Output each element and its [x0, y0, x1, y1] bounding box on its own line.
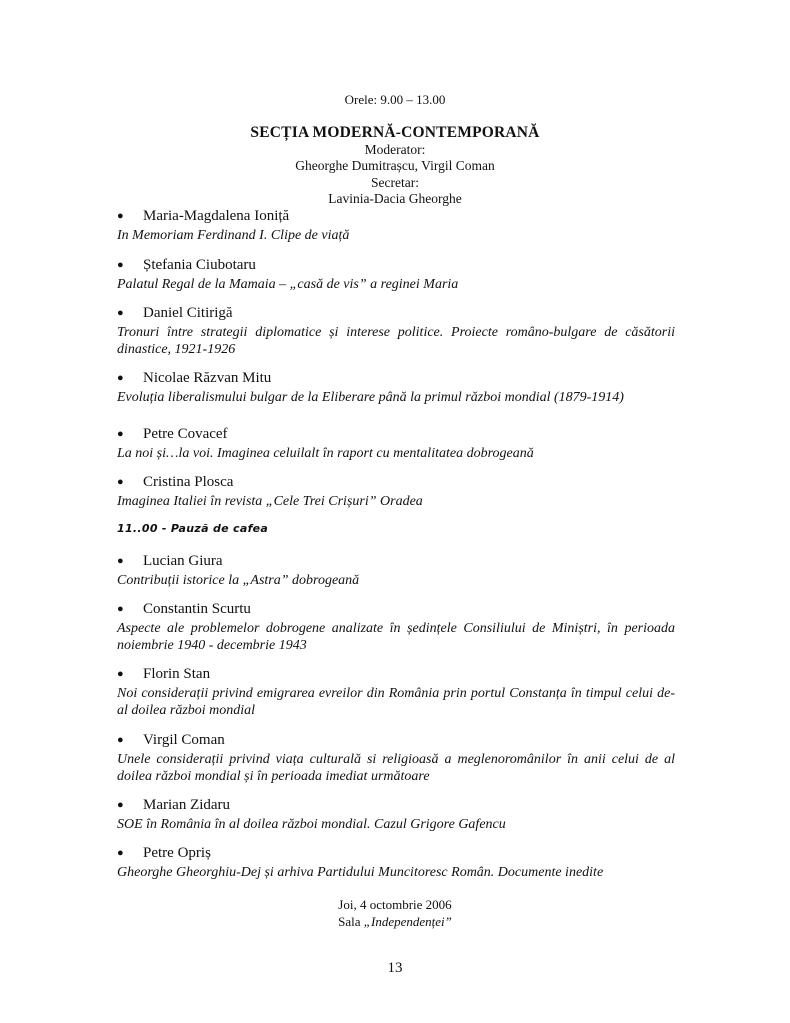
- hall-label: Sala: [338, 914, 361, 929]
- author-name: Lucian Giura: [143, 553, 223, 569]
- paper-title: Gheorghe Gheorghiu-Dej și arhiva Partidului Muncitoresc Român. Documente inedite: [117, 865, 604, 880]
- author-name: Maria-Magdalena Ioniță: [143, 208, 290, 224]
- bullet-icon: ●: [117, 428, 124, 440]
- paper-title: Palatul Regal de la Mamaia – „casă de vis” a reginei Maria: [117, 277, 459, 292]
- section-title: SECȚIA MODERNĂ-CONTEMPORANĂ: [250, 124, 540, 141]
- paper-title: Unele considerații privind viața culturală si religioasă a meglenoromânilor în anii celui de al doilea război mondial și în perioada imediat următoare: [117, 752, 675, 784]
- bullet-icon: ●: [117, 734, 124, 746]
- footer-hall: [0, 913, 790, 930]
- paper-title: Evoluția liberalismului bulgar de la Eliberare până la primul război mondial (1879-1914): [117, 390, 624, 405]
- bullet-icon: ●: [117, 210, 124, 222]
- secretary: Lavinia-Dacia Gheorghe: [328, 191, 462, 206]
- author-name: Florin Stan: [143, 666, 211, 682]
- author-name: Marian Zidaru: [143, 797, 231, 813]
- author-name: Daniel Citirigă: [143, 305, 233, 321]
- hall-name: „Independenței”: [363, 914, 452, 929]
- footer-date: Joi, 4 octombrie 2006: [338, 897, 452, 912]
- secretary-label: Secretar:: [371, 175, 419, 190]
- paper-title: La noi și…la voi. Imaginea celuilalt în raport cu mentalitatea dobrogeană: [117, 446, 534, 461]
- paper-title: SOE în România în al doilea război mondial. Cazul Grigore Gafencu: [117, 817, 506, 832]
- bullet-icon: ●: [117, 476, 124, 488]
- bullet-icon: ●: [117, 307, 124, 319]
- bullet-icon: ●: [117, 555, 124, 567]
- bullet-icon: ●: [117, 847, 124, 859]
- list-item: [117, 369, 675, 406]
- list-item: [117, 844, 675, 881]
- paper-title: Tronuri între strategii diplomatice și interese politice. Proiecte româno-bulgare de căsătorii dinastice, 1921-1926: [117, 325, 675, 357]
- list-item: [117, 304, 675, 358]
- paper-title: Noi considerații privind emigrarea evreilor din România prin portul Constanța în timpul celui de-al doilea război mondial: [117, 686, 675, 718]
- author-name: Petre Covacef: [143, 426, 228, 442]
- paper-title: Aspecte ale problemelor dobrogene analizate în ședințele Consiliului de Miniștri, în perioada noiembrie 1940 - decembrie 1943: [117, 621, 675, 653]
- moderators: Gheorghe Dumitrașcu, Virgil Coman: [295, 158, 495, 173]
- list-item: [117, 473, 675, 510]
- paper-title: Imaginea Italiei în revista „Cele Trei Crișuri” Oradea: [117, 494, 423, 509]
- moderator-label: Moderator:: [364, 142, 426, 157]
- list-item: [117, 731, 675, 785]
- bullet-icon: ●: [117, 799, 124, 811]
- list-item: [117, 796, 675, 833]
- list-item: [117, 256, 675, 293]
- coffee-break: 11..00 - Pauză de cafea: [117, 522, 269, 535]
- bullet-icon: ●: [117, 668, 124, 680]
- author-name: Virgil Coman: [143, 732, 225, 748]
- list-item: [117, 425, 675, 462]
- author-name: Ștefania Ciubotaru: [143, 257, 256, 273]
- bullet-icon: ●: [117, 603, 124, 615]
- author-name: Constantin Scurtu: [143, 601, 251, 617]
- paper-title: In Memoriam Ferdinand I. Clipe de viață: [117, 228, 350, 243]
- author-name: Nicolae Răzvan Mitu: [143, 370, 272, 386]
- list-item: [117, 552, 675, 589]
- bullet-icon: ●: [117, 372, 124, 384]
- session-hours: Orele: 9.00 – 13.00: [344, 92, 446, 107]
- list-item: [117, 600, 675, 654]
- author-name: Cristina Plosca: [143, 474, 234, 490]
- bullet-icon: ●: [117, 259, 124, 271]
- list-item: [117, 207, 675, 244]
- paper-title: Contribuții istorice la „Astra” dobrogeană: [117, 573, 360, 588]
- page-number: 13: [387, 960, 403, 976]
- author-name: Petre Opriș: [143, 845, 211, 861]
- list-item: [117, 665, 675, 719]
